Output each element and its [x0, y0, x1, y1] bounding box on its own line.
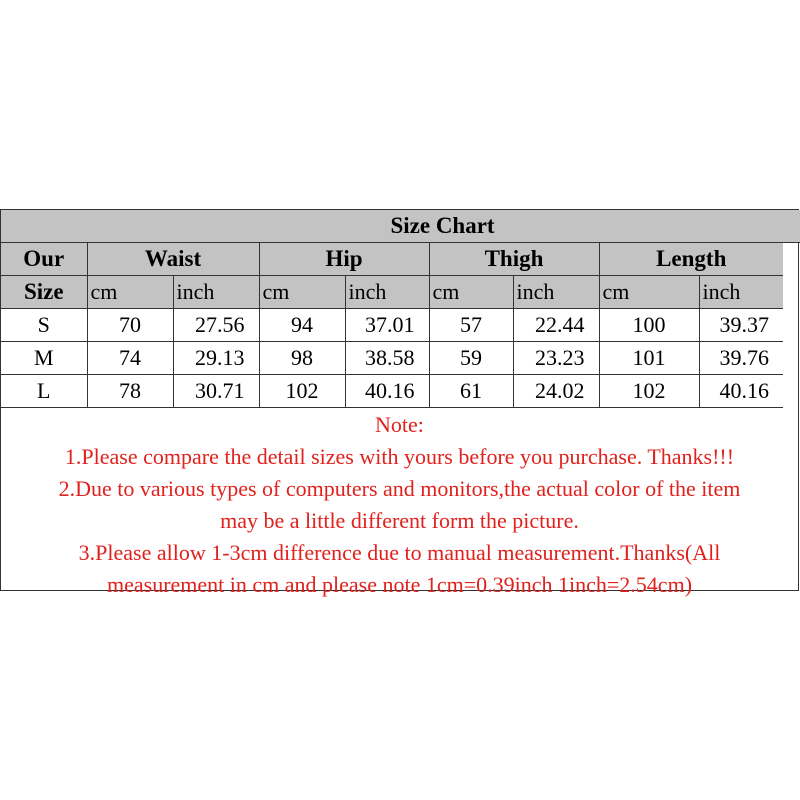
value-cell: 23.23 [513, 342, 599, 375]
table-row [1, 375, 800, 408]
waist-cm-header: cm [87, 276, 173, 309]
value-cell: 101 [599, 342, 699, 375]
thigh-cm-header: cm [429, 276, 513, 309]
length-inch-header: inch [699, 276, 783, 309]
value-cell: 61 [429, 375, 513, 408]
size-header: Size [1, 276, 87, 309]
value-cell: 100 [599, 309, 699, 342]
value-cell: 24.02 [513, 375, 599, 408]
notes-block [1, 409, 798, 601]
note-heading: Note: [375, 412, 424, 437]
size-cell: L [1, 375, 87, 408]
value-cell: 30.71 [173, 375, 259, 408]
size-cell: M [1, 342, 87, 375]
note-line: 1.Please compare the detail sizes with yours before you purchase. Thanks!!! [64, 444, 735, 469]
length-cm-header: cm [599, 276, 699, 309]
note-line: measurement in cm and please note 1cm=0.39inch 1inch=2.54cm) [106, 572, 693, 597]
value-cell: 59 [429, 342, 513, 375]
hip-header: Hip [259, 243, 429, 276]
value-cell: 37.01 [345, 309, 429, 342]
hip-inch-header: inch [345, 276, 429, 309]
waist-inch-header: inch [173, 276, 259, 309]
hip-cm-header: cm [259, 276, 345, 309]
note-line: 3.Please allow 1-3cm difference due to manual measurement.Thanks(All [78, 540, 721, 565]
thigh-header: Thigh [429, 243, 599, 276]
table-row [1, 309, 800, 342]
value-cell: 94 [259, 309, 345, 342]
value-cell: 39.37 [699, 309, 783, 342]
value-cell: 38.58 [345, 342, 429, 375]
value-cell: 98 [259, 342, 345, 375]
value-cell: 102 [259, 375, 345, 408]
note-line: may be a little different form the picture. [220, 508, 579, 533]
waist-header: Waist [87, 243, 259, 276]
table-row [1, 342, 800, 375]
length-header: Length [599, 243, 783, 276]
value-cell: 78 [87, 375, 173, 408]
value-cell: 39.76 [699, 342, 783, 375]
value-cell: 40.16 [345, 375, 429, 408]
value-cell: 22.44 [513, 309, 599, 342]
value-cell: 40.16 [699, 375, 783, 408]
our-size-header: Our [1, 243, 87, 276]
size-table [1, 210, 800, 408]
size-cell: S [1, 309, 87, 342]
size-chart [0, 209, 799, 597]
value-cell: 70 [87, 309, 173, 342]
note-line: 2.Due to various types of computers and monitors,the actual color of the item [58, 476, 741, 501]
value-cell: 29.13 [173, 342, 259, 375]
value-cell: 27.56 [173, 309, 259, 342]
value-cell: 74 [87, 342, 173, 375]
value-cell: 57 [429, 309, 513, 342]
chart-title: Size Chart [1, 210, 800, 243]
value-cell: 102 [599, 375, 699, 408]
thigh-inch-header: inch [513, 276, 599, 309]
